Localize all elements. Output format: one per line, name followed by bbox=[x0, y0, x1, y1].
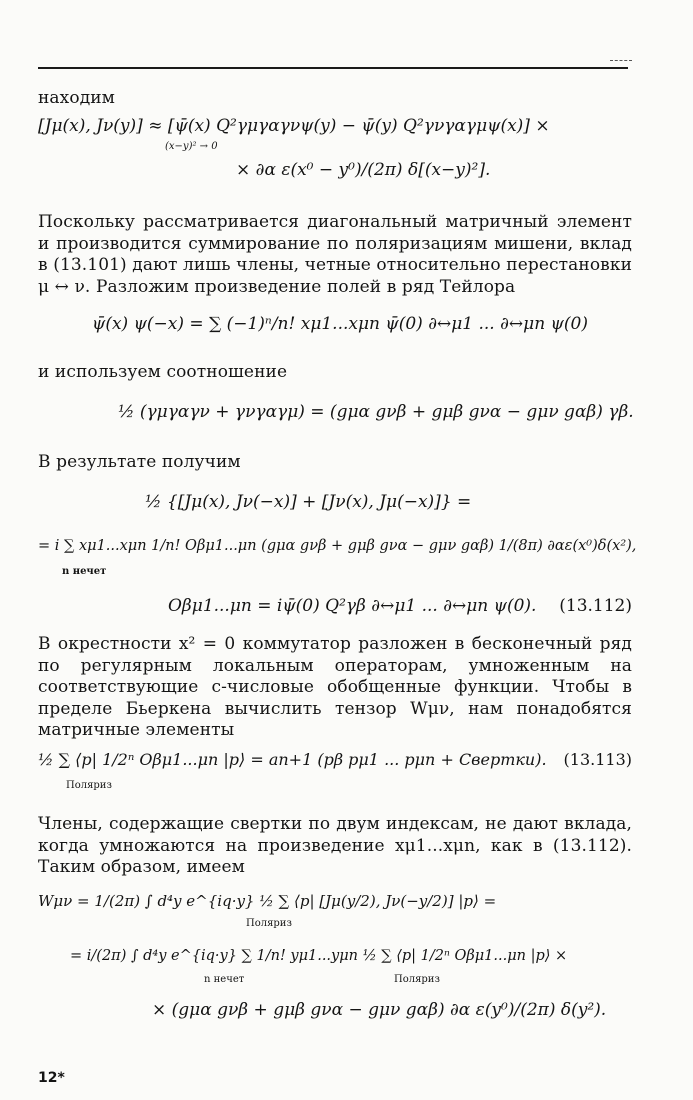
paragraph-contractions: Члены, содержащие свертки по двум индексам, не дают вклада, когда умножаются на произведение xμ1...xμn, как в (13.112). Таким образом, имеем bbox=[38, 814, 632, 877]
equation-commutator-line1: [Jμ(x), Jν(y)] ≈ [ψ̄(x) Q²γμγαγνψ(y) − ψ̄(y) Q²γνγαγμψ(x)] × bbox=[38, 116, 550, 136]
paragraph-relation: и используем соотношение bbox=[38, 362, 288, 382]
paragraph-neighbourhood: В окрестности x² = 0 коммутатор разложен в бесконечный ряд по регулярным локальным операторам, умноженным на соответствующие c-числовые обобщенные функции. Чтобы в пределе Бьеркена вычислить тензор Wμν, нам понадобятся матричные элементы bbox=[38, 634, 632, 740]
equation-gamma-identity: ½ (γμγαγν + γνγαγμ) = (gμα gνβ + gμβ gνα − gμν gαβ) γβ. bbox=[118, 402, 634, 422]
header-rule-dashes bbox=[610, 60, 632, 62]
intro-word: находим bbox=[38, 88, 116, 108]
paragraph-result: В результате получим bbox=[38, 452, 241, 472]
equation-commutator-line2: × ∂α ε(x⁰ − y⁰)/(2π) δ[(x−y)²]. bbox=[236, 160, 491, 180]
equation-result-line1: ½ {[Jμ(x), Jν(−x)] + [Jν(x), Jμ(−x)]} = bbox=[145, 492, 472, 512]
equation-operator-definition: Oβμ1...μn = iψ̄(0) Q²γβ ∂↔μ1 ... ∂↔μn ψ(0). bbox=[168, 596, 537, 616]
equation-matrix-sum-limit: Поляриз bbox=[66, 780, 112, 791]
equation-w-line1-sum-limit: Поляриз bbox=[246, 918, 292, 929]
equation-w-line2: = i/(2π) ∫ d⁴y e^{iq·y} ∑ 1/n! yμ1...yμn ½ ∑ ⟨p| 1/2ⁿ Oβμ1...μn |p⟩ × bbox=[70, 948, 568, 964]
equation-taylor: ψ̄(x) ψ(−x) = ∑ (−1)ⁿ/n! xμ1...xμn ψ̄(0) ∂↔μ1 ... ∂↔μn ψ(0) bbox=[92, 314, 588, 334]
equation-w-line3: × (gμα gνβ + gμβ gνα − gμν gαβ) ∂α ε(y⁰)/(2π) δ(y²). bbox=[152, 1000, 607, 1020]
equation-commutator-limit: (x−y)² → 0 bbox=[165, 141, 218, 152]
equation-w-line1: Wμν = 1/(2π) ∫ d⁴y e^{iq·y} ½ ∑ ⟨p| [Jμ(y/2), Jν(−y/2)] |p⟩ = bbox=[38, 892, 497, 910]
equation-w-line2-sum-limit1: n нечет bbox=[204, 974, 245, 985]
page-number: 12* bbox=[38, 1070, 65, 1086]
equation-result-sum-limit: n нечет bbox=[62, 566, 107, 577]
paragraph-diagonal-element: Поскольку рассматривается диагональный матричный элемент и производится суммирование по поляризациям мишени, вклад в (13.101) дают лишь члены, четные относительно перестановки μ ↔ ν. Разложим произведение полей в ряд Тейлора bbox=[38, 212, 632, 297]
equation-number-13-113: (13.113) bbox=[563, 750, 632, 769]
equation-result-line2: = i ∑ xμ1...xμn 1/n! Oβμ1...μn (gμα gνβ + gμβ gνα − gμν gαβ) 1/(8π) ∂αε(x⁰)δ(x²), bbox=[38, 538, 637, 554]
equation-number-13-112: (13.112) bbox=[559, 596, 632, 616]
header-rule bbox=[38, 67, 628, 69]
equation-w-line2-sum-limit2: Поляриз bbox=[394, 974, 440, 985]
equation-matrix-elements: ½ ∑ ⟨p| 1/2ⁿ Oβμ1...μn |p⟩ = an+1 (pβ pμ1 ... pμn + Свертки). bbox=[38, 750, 547, 769]
